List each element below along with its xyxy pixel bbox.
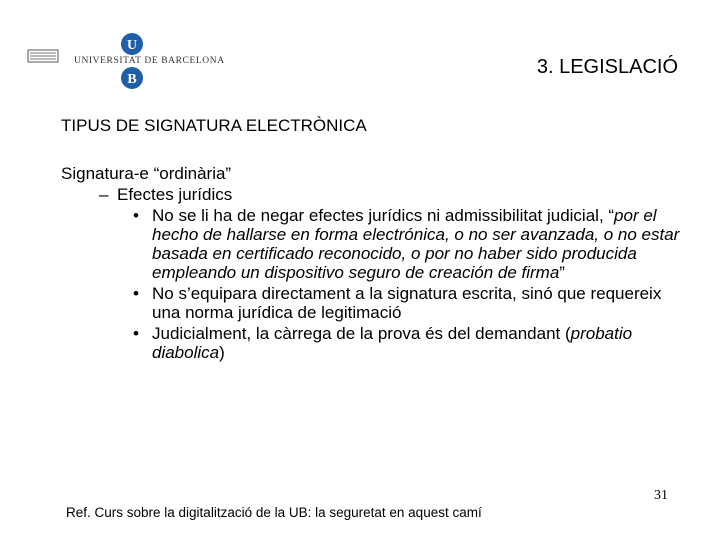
university-name: UNIVERSITAT DE BARCELONA [74, 56, 225, 66]
bullet-list [133, 206, 681, 362]
university-logo [26, 30, 225, 92]
level2-text: Efectes jurídics [117, 185, 233, 204]
level2-item [99, 185, 681, 204]
bullet-item [133, 284, 681, 322]
svg-text:U: U [126, 38, 138, 53]
bullet-marker: • [133, 324, 139, 343]
bullet-marker: • [133, 284, 139, 303]
bullet1-italic: por el hecho de hallarse en forma electrónica, o no ser avanzada, o no estar basada en certificado reconocido, o por no haber sido producida empleando un dispositivo seguro de creación de firma [152, 206, 680, 282]
bullet-item [133, 206, 681, 282]
page-number: 31 [654, 488, 668, 503]
bullet3-italic: probatio diabolica [152, 324, 633, 362]
logo-seal-icon [28, 50, 58, 62]
slide-title: 3. LEGISLACIÓ [536, 56, 678, 78]
bullet1-part1: No se li ha de negar efectes jurídics ni admissibilitat judicial, “ [152, 206, 615, 225]
svg-text:B: B [127, 72, 137, 87]
bullet3-part2: ) [219, 343, 225, 362]
bullet3-part1: Judicialment, la càrrega de la prova és del demandant ( [152, 324, 571, 343]
bullet-marker: • [133, 206, 139, 225]
footer-reference: Ref. Curs sobre la digitalització de la UB: la seguretat en aquest camí [66, 505, 482, 520]
bullet2-text: No s’equipara directament a la signatura escrita, sinó que requereix una norma jurídica de legitimació [152, 284, 662, 322]
bullet1-text [152, 206, 679, 282]
bullet-item [133, 324, 681, 362]
bullet3-text [152, 324, 632, 362]
slide-content [61, 164, 681, 364]
section-subtitle: TIPUS DE SIGNATURA ELECTRÒNICA [61, 116, 367, 135]
bullet1-part2: ” [559, 263, 565, 282]
level1-item: Signatura-e “ordinària” [61, 164, 232, 183]
dash-marker: – [99, 185, 109, 204]
